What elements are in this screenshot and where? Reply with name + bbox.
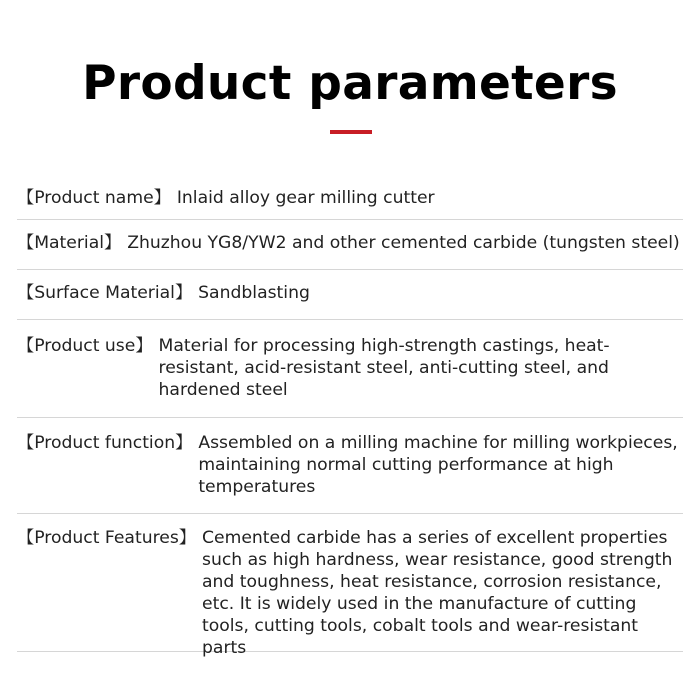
param-row-product-function: [17, 418, 683, 514]
param-label: 【Product function】: [17, 433, 193, 453]
param-value: Sandblasting: [198, 283, 310, 303]
page-title: Product parameters: [82, 56, 618, 111]
param-label: 【Product use】: [17, 336, 153, 356]
param-label: 【Product Features】: [17, 528, 196, 548]
param-value: Zhuzhou YG8/YW2 and other cemented carbide (tungsten steel): [127, 233, 680, 253]
param-label: 【Product name】: [17, 188, 171, 208]
param-value: Assembled on a milling machine for milling workpieces, maintaining normal cutting performance at high temperatures: [198, 433, 678, 497]
param-value: Cemented carbide has a series of excellent properties such as high hardness, wear resistance, good strength and toughness, heat resistance, corrosion resistance, etc. It is widely used in the manufacture of cutting tools, cutting tools, cobalt tools and wear-resistant parts: [202, 528, 673, 658]
param-label: 【Surface Material】: [17, 283, 193, 303]
param-row-product-features: [17, 514, 683, 658]
param-value: Inlaid alloy gear milling cutter: [176, 188, 435, 208]
param-row-material: [17, 220, 683, 270]
param-row-product-use: [17, 320, 683, 418]
param-row-product-name: [17, 175, 683, 220]
param-value: Material for processing high-strength castings, heat-resistant, acid-resistant steel, anti-cutting steel, and hardened steel: [158, 336, 610, 400]
param-row-surface-material: [17, 270, 683, 320]
title-accent-bar: [330, 130, 372, 134]
parameters-list: [17, 175, 683, 658]
param-label: 【Material】: [17, 233, 122, 253]
